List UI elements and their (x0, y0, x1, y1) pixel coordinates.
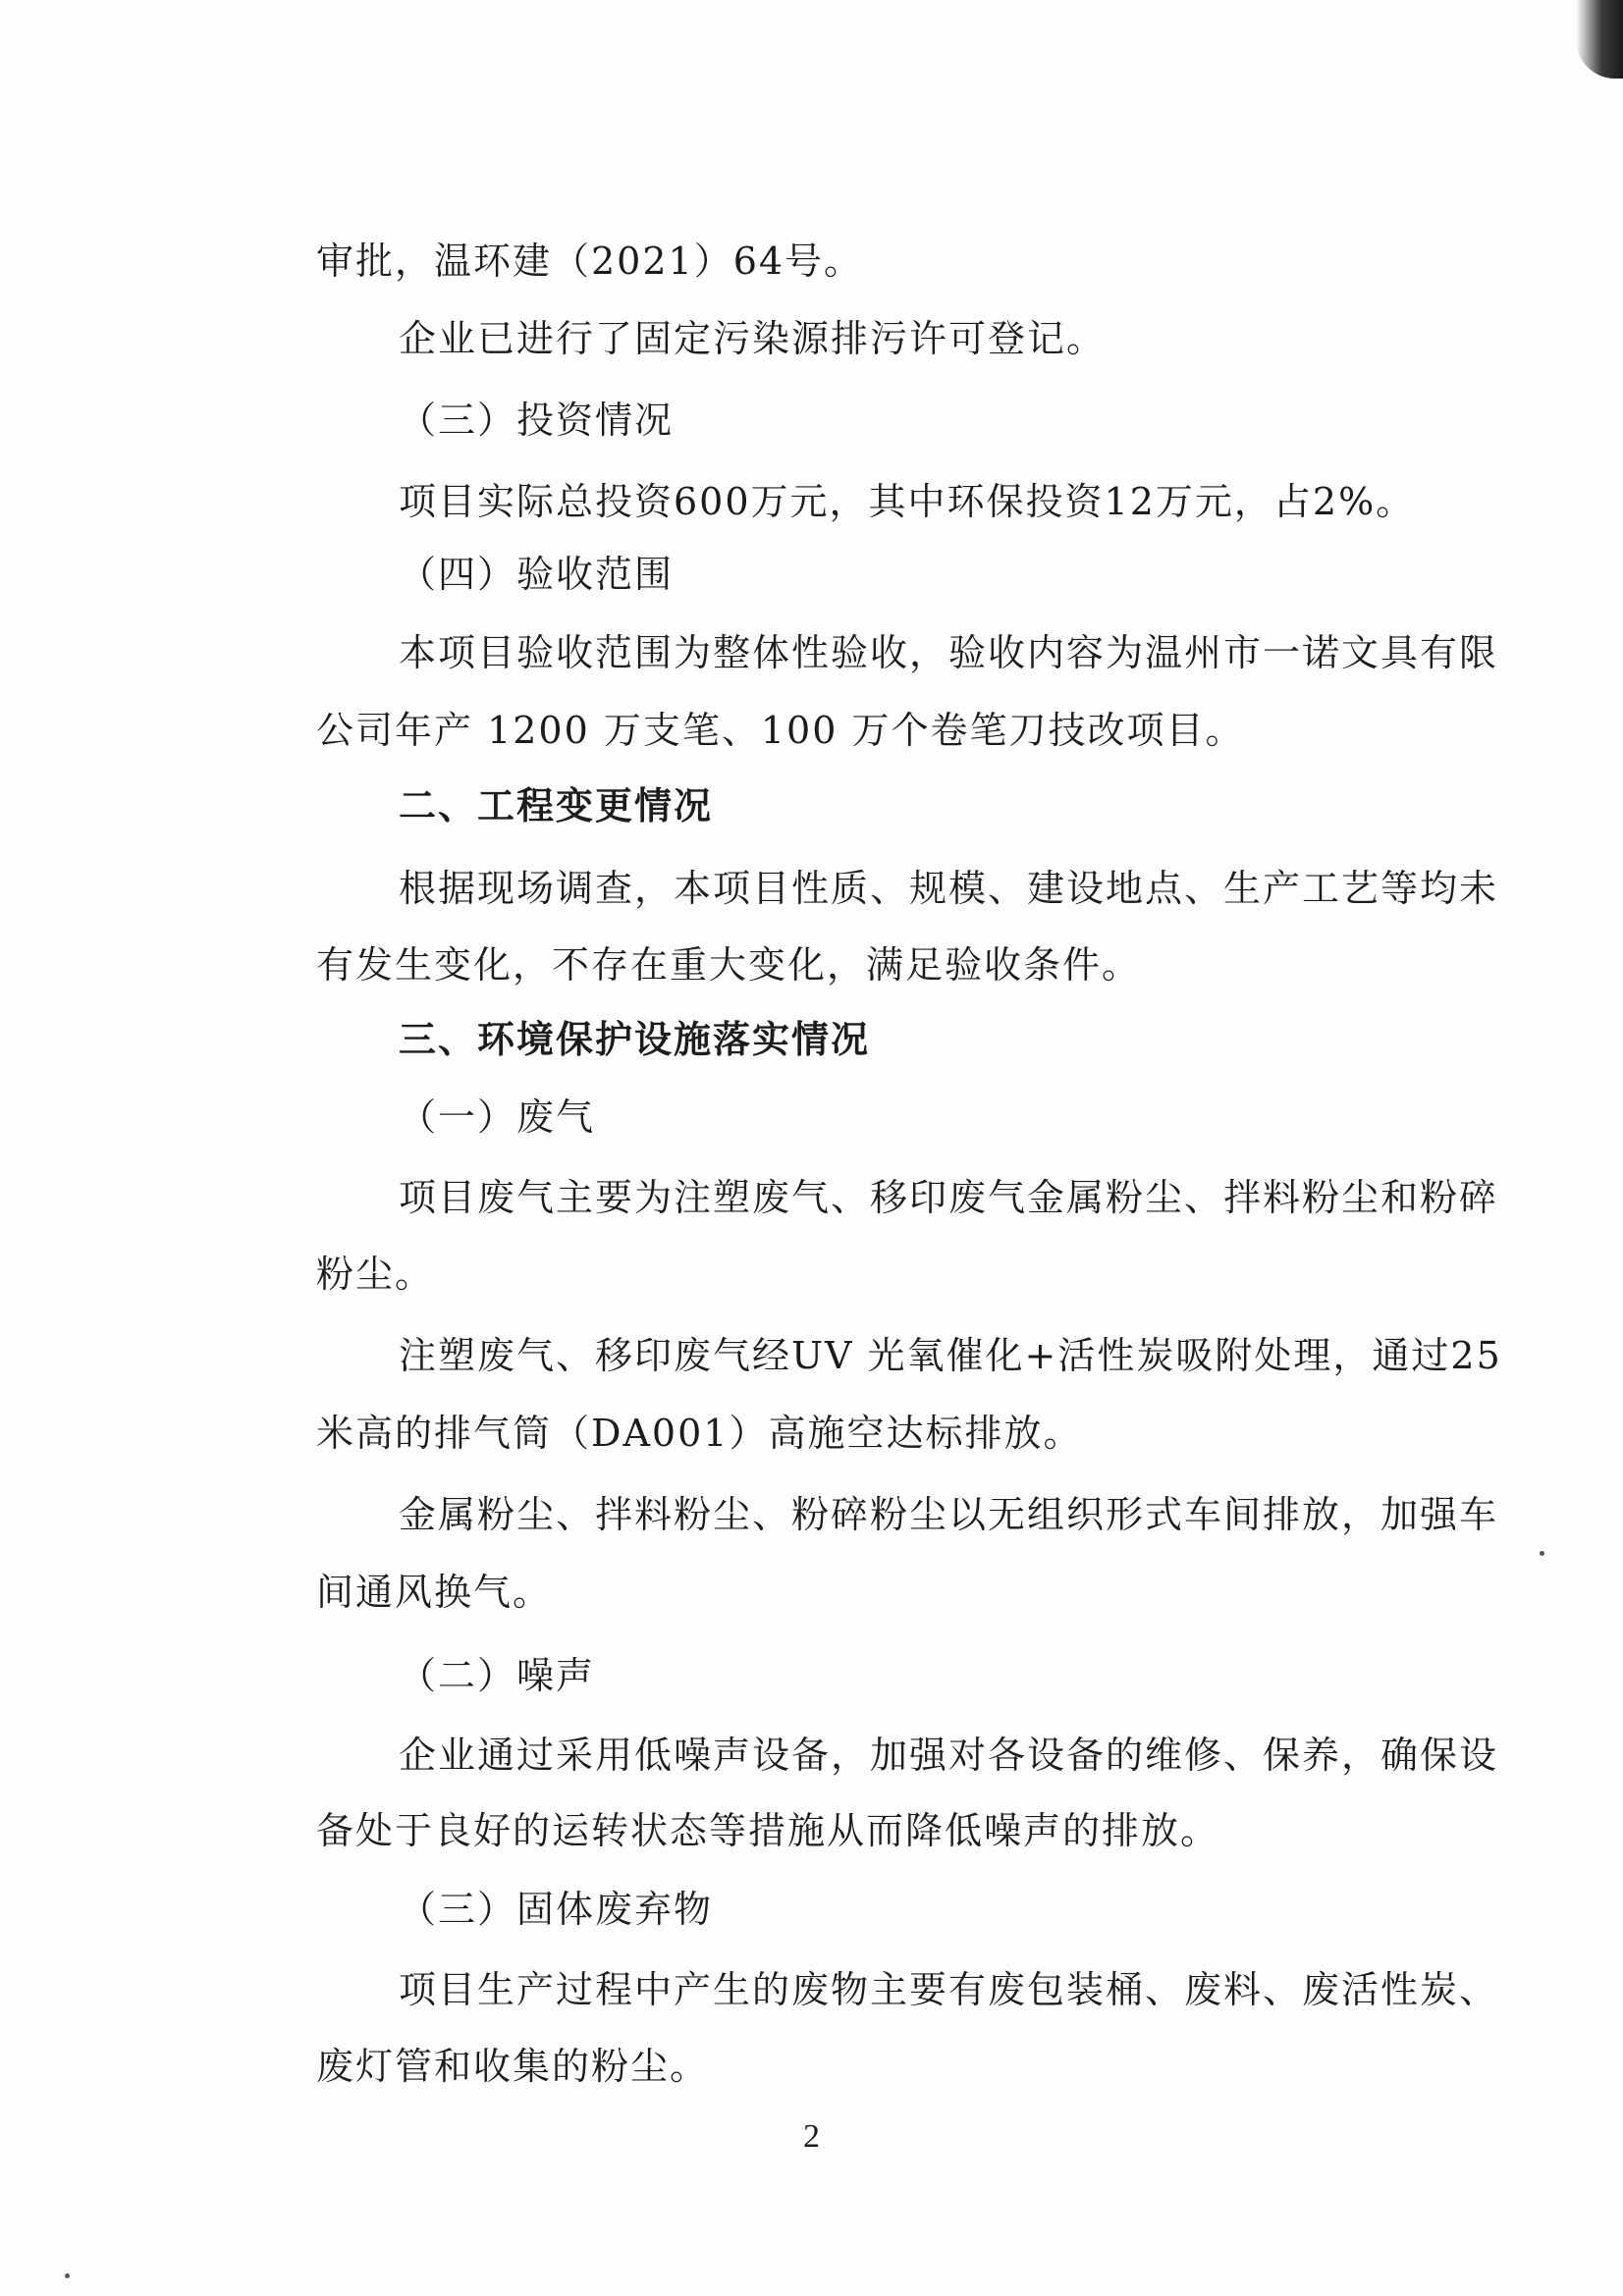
paragraph-line: 根据现场调查，本项目性质、规模、建设地点、生产工艺等均未 (399, 867, 1499, 910)
paragraph-line: 金属粉尘、拌料粉尘、粉碎粉尘以无组织形式车间排放，加强车 (399, 1493, 1499, 1536)
paragraph-line: 项目废气主要为注塑废气、移印废气金属粉尘、拌料粉尘和粉碎 (399, 1176, 1499, 1219)
paragraph-line: 企业已进行了固定污染源排污许可登记。 (399, 317, 1107, 360)
paragraph-line: 项目生产过程中产生的废物主要有废包装桶、废料、废活性炭、 (399, 1968, 1499, 2011)
scan-corner-shadow (1576, 0, 1623, 79)
paragraph-line: 公司年产 1200 万支笔、100 万个卷笔刀技改项目。 (316, 709, 1245, 752)
paragraph-line: 审批，温环建（2021）64号。 (316, 240, 864, 283)
section-heading-changes: 二、工程变更情况 (399, 783, 714, 828)
paragraph-line: 间通风换气。 (316, 1571, 553, 1614)
paragraph-line: 注塑废气、移印废气经UV 光氧催化+活性炭吸附处理，通过25 (399, 1334, 1502, 1377)
paragraph-line: 备处于良好的运转状态等措施从而降低噪声的排放。 (316, 1809, 1220, 1852)
scan-speck (65, 2273, 70, 2278)
paragraph-line: 企业通过采用低噪声设备，加强对各设备的维修、保养，确保设 (399, 1734, 1499, 1777)
scan-speck (1540, 1551, 1544, 1556)
paragraph-line: 项目实际总投资600万元，其中环保投资12万元，占2%。 (399, 480, 1416, 523)
section-heading-scope: （四）验收范围 (399, 553, 675, 596)
paragraph-line: 有发生变化，不存在重大变化，满足验收条件。 (316, 943, 1142, 987)
section-heading-investment: （三）投资情况 (399, 399, 675, 442)
subsection-heading-exhaust: （一）废气 (399, 1095, 596, 1139)
paragraph-line: 粉尘。 (316, 1253, 435, 1296)
subsection-heading-noise: （二）噪声 (399, 1654, 596, 1697)
paragraph-line: 本项目验收范围为整体性验收，验收内容为温州市一诺文具有限 (399, 631, 1499, 674)
paragraph-line: 废灯管和收集的粉尘。 (316, 2045, 710, 2088)
page-number: 2 (803, 2118, 820, 2155)
subsection-heading-solid-waste: （三）固体废弃物 (399, 1888, 714, 1931)
paragraph-line: 米高的排气筒（DA001）高施空达标排放。 (316, 1412, 1083, 1455)
section-heading-env-protection: 三、环境保护设施落实情况 (399, 1017, 871, 1061)
